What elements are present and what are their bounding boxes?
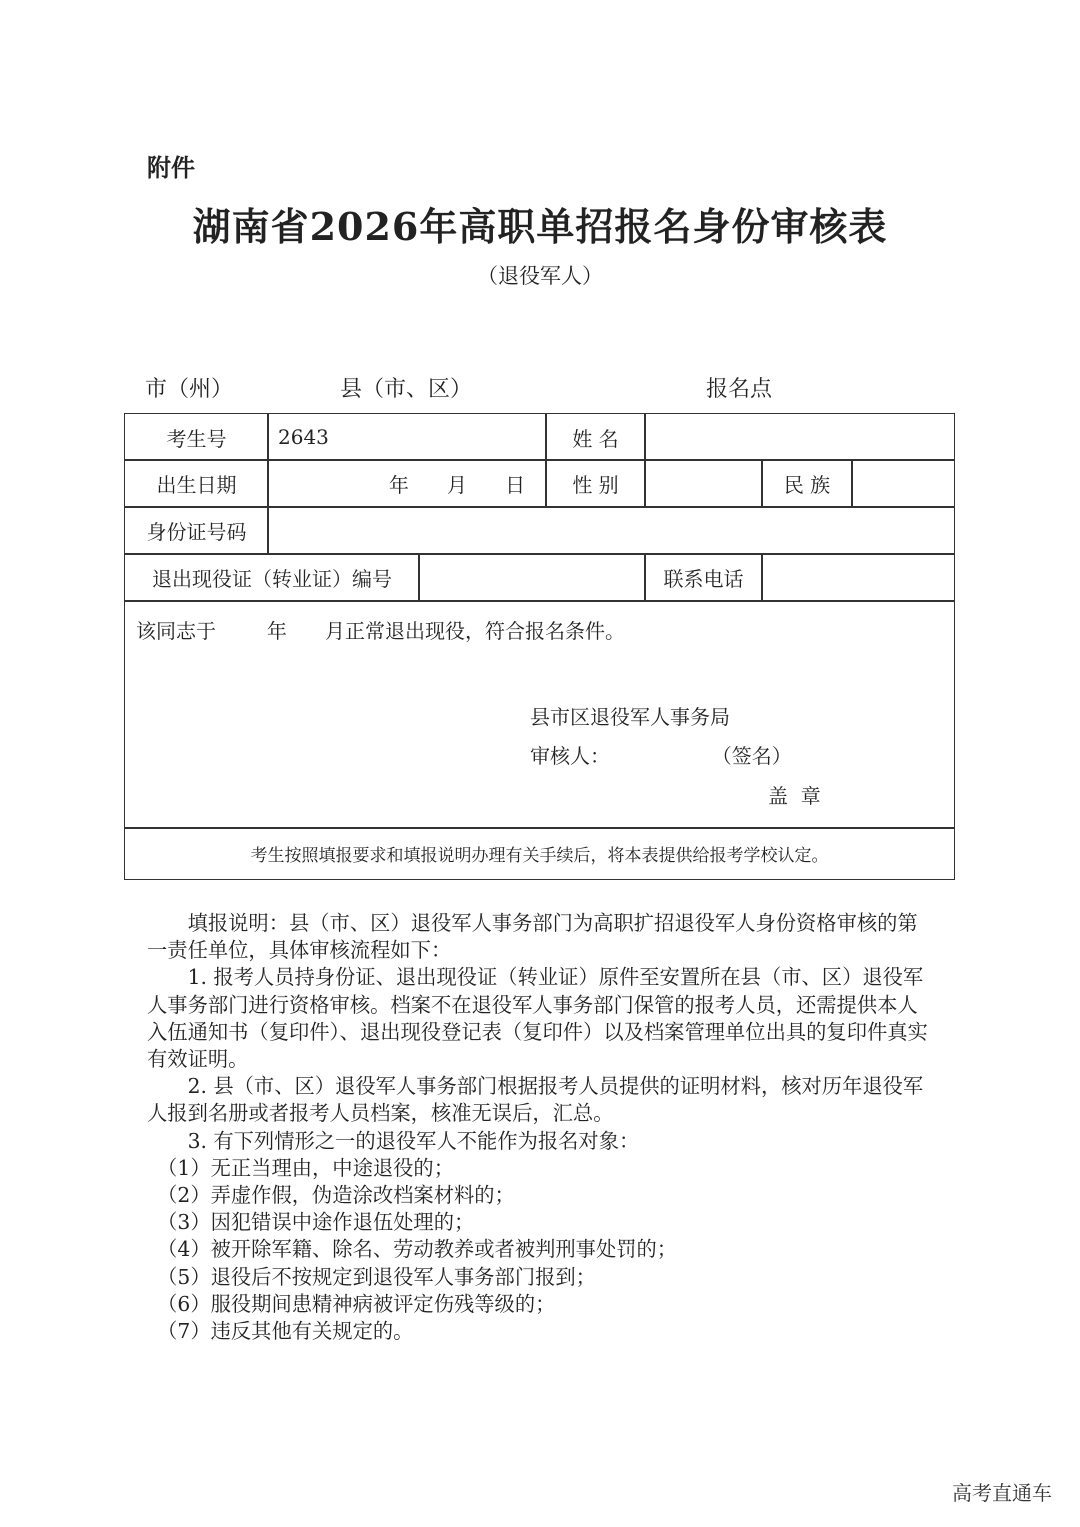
instruction-line: 入伍通知书（复印件）、退出现役登记表（复印件）以及档案管理单位出具的复印件真实 (147, 1019, 928, 1044)
site-label: 报名点 (706, 377, 773, 402)
gender-field[interactable] (644, 459, 763, 508)
instruction-line: （2）弄虚作假，伪造涂改档案材料的； (147, 1183, 515, 1208)
exam-no-label: 考生号 (124, 413, 269, 461)
name-label: 姓 名 (545, 413, 646, 461)
page-title: 湖南省2026年高职单招报名身份审核表 (192, 204, 888, 249)
instruction-line: 1. 报考人员持身份证、退出现役证（转业证）原件至安置所在县（市、区）退役军 (147, 965, 924, 990)
bureau-label: 县市区退役军人事务局 (530, 705, 730, 729)
exam-no-field[interactable]: 2643 (267, 413, 547, 461)
discharge-label: 退出现役证（转业证）编号 (124, 553, 420, 602)
instruction-line: （4）被开除军籍、除名、劳动教养或者被判刑事处罚的； (147, 1237, 678, 1262)
certification-text: 该同志于 年 月正常退出现役，符合报名条件。 (136, 619, 626, 643)
instruction-line: （1）无正当理由，中途退役的； (147, 1155, 454, 1180)
ethnicity-field[interactable] (851, 459, 955, 508)
instruction-line: （5）退役后不按规定到退役军人事务部门报到； (147, 1264, 596, 1289)
name-field[interactable] (644, 413, 955, 461)
seal-label: 盖 章 (768, 784, 821, 808)
id-field[interactable] (267, 506, 955, 555)
phone-label: 联系电话 (644, 553, 763, 602)
discharge-field[interactable] (418, 553, 646, 602)
instruction-line: 人事务部门进行资格审核。档案不在退役军人事务部门保管的报考人员，还需提供本人 (147, 992, 918, 1017)
table-footer-note: 考生按照填报要求和填报说明办理有关手续后，将本表提供给报考学校认定。 (124, 827, 955, 880)
gender-label: 性 别 (545, 459, 646, 508)
city-label: 市（州） (145, 377, 234, 402)
instructions (147, 910, 928, 1345)
instruction-line: （7）违反其他有关规定的。 (147, 1319, 414, 1344)
instruction-line: 填报说明：县（市、区）退役军人事务部门为高职扩招退役军人身份资格审核的第 (147, 911, 918, 935)
instruction-line: 人报到名册或者报考人员档案，核准无误后，汇总。 (147, 1101, 614, 1126)
attachment-label: 附件 (147, 154, 195, 182)
instruction-line: 一责任单位，具体审核流程如下： (147, 938, 452, 963)
ethnicity-label: 民 族 (761, 459, 853, 508)
birth-label: 出生日期 (124, 459, 269, 508)
phone-field[interactable] (761, 553, 955, 602)
id-label: 身份证号码 (124, 506, 269, 555)
instruction-line: （6）服役期间患精神病被评定伤残等级的； (147, 1291, 556, 1316)
birth-field[interactable]: 年 月 日 (267, 459, 547, 508)
county-label: 县（市、区） (340, 377, 473, 402)
certification-box (124, 600, 955, 829)
instruction-line: 3. 有下列情形之一的退役军人不能作为报名对象： (147, 1128, 640, 1153)
reviewer-signature: 审核人： （签名） (530, 744, 792, 768)
instruction-line: 2. 县（市、区）退役军人事务部门根据报考人员提供的证明材料，核对历年退役军 (147, 1074, 924, 1099)
watermark: 高考直通车 (952, 1481, 1052, 1505)
instruction-line: 有效证明。 (147, 1047, 249, 1072)
instruction-line: （3）因犯错误中途作退伍处理的； (147, 1210, 475, 1235)
page-subtitle: （退役军人） (477, 264, 603, 288)
